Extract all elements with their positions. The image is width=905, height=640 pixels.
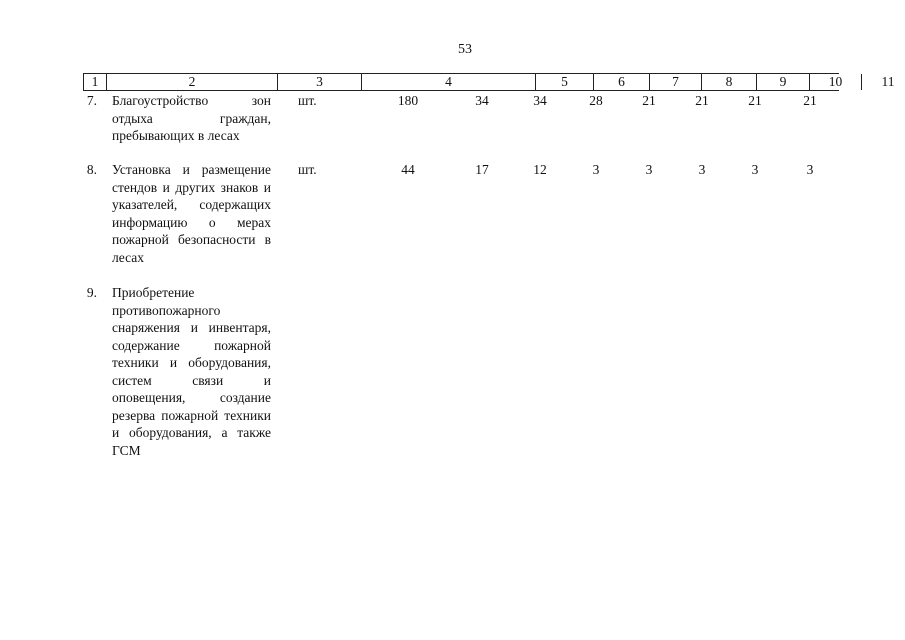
header-cell-9: 9 bbox=[757, 74, 810, 90]
row-number: 9. bbox=[86, 285, 97, 300]
table-header-row bbox=[83, 73, 895, 91]
header-cell-11: 11 bbox=[881, 74, 895, 89]
header-cell-3: 3 bbox=[278, 74, 362, 90]
value-col4: 180 bbox=[397, 93, 419, 108]
row-description: Приобретение противопожарного снаряжения и инвентаря, содержание пожарной техники и оборудования, систем связи и оповещения, создание резерва пожарной техники и оборудования, а также ГСМ bbox=[112, 285, 271, 458]
value-col10: 3 bbox=[751, 162, 759, 177]
value-col11: 3 bbox=[806, 162, 814, 177]
value-col5: 34 bbox=[475, 93, 489, 108]
row-number: 8. bbox=[86, 162, 97, 177]
row-description: Благоустройство зон отдыха граждан, пребывающих в лесах bbox=[112, 93, 271, 143]
header-cell-10: 10 bbox=[810, 74, 862, 90]
header-cell-4: 4 bbox=[362, 74, 536, 90]
value-col5: 17 bbox=[475, 162, 489, 177]
value-col8: 21 bbox=[642, 93, 656, 108]
value-col6: 12 bbox=[533, 162, 547, 177]
row-unit: шт. bbox=[298, 162, 317, 177]
value-col9: 3 bbox=[698, 162, 706, 177]
header-cell-8: 8 bbox=[702, 74, 757, 90]
row-description: Установка и размещение стендов и других знаков и указателей, содержащих информацию о мерах пожарной безопасности в лесах bbox=[112, 162, 271, 265]
header-cell-1: 1 bbox=[83, 74, 107, 90]
value-col10: 21 bbox=[748, 93, 762, 108]
value-col7: 3 bbox=[592, 162, 600, 177]
page-number: 53 bbox=[458, 42, 472, 57]
row-unit: шт. bbox=[298, 93, 317, 108]
row-number: 7. bbox=[86, 93, 97, 108]
value-col8: 3 bbox=[645, 162, 653, 177]
value-col9: 21 bbox=[695, 93, 709, 108]
header-cell-7: 7 bbox=[650, 74, 702, 90]
header-cell-5: 5 bbox=[536, 74, 594, 90]
value-col6: 34 bbox=[533, 93, 547, 108]
value-col4: 44 bbox=[401, 162, 415, 177]
header-cell-2: 2 bbox=[107, 74, 278, 90]
value-col7: 28 bbox=[589, 93, 603, 108]
value-col11: 21 bbox=[803, 93, 817, 108]
header-cell-6: 6 bbox=[594, 74, 650, 90]
